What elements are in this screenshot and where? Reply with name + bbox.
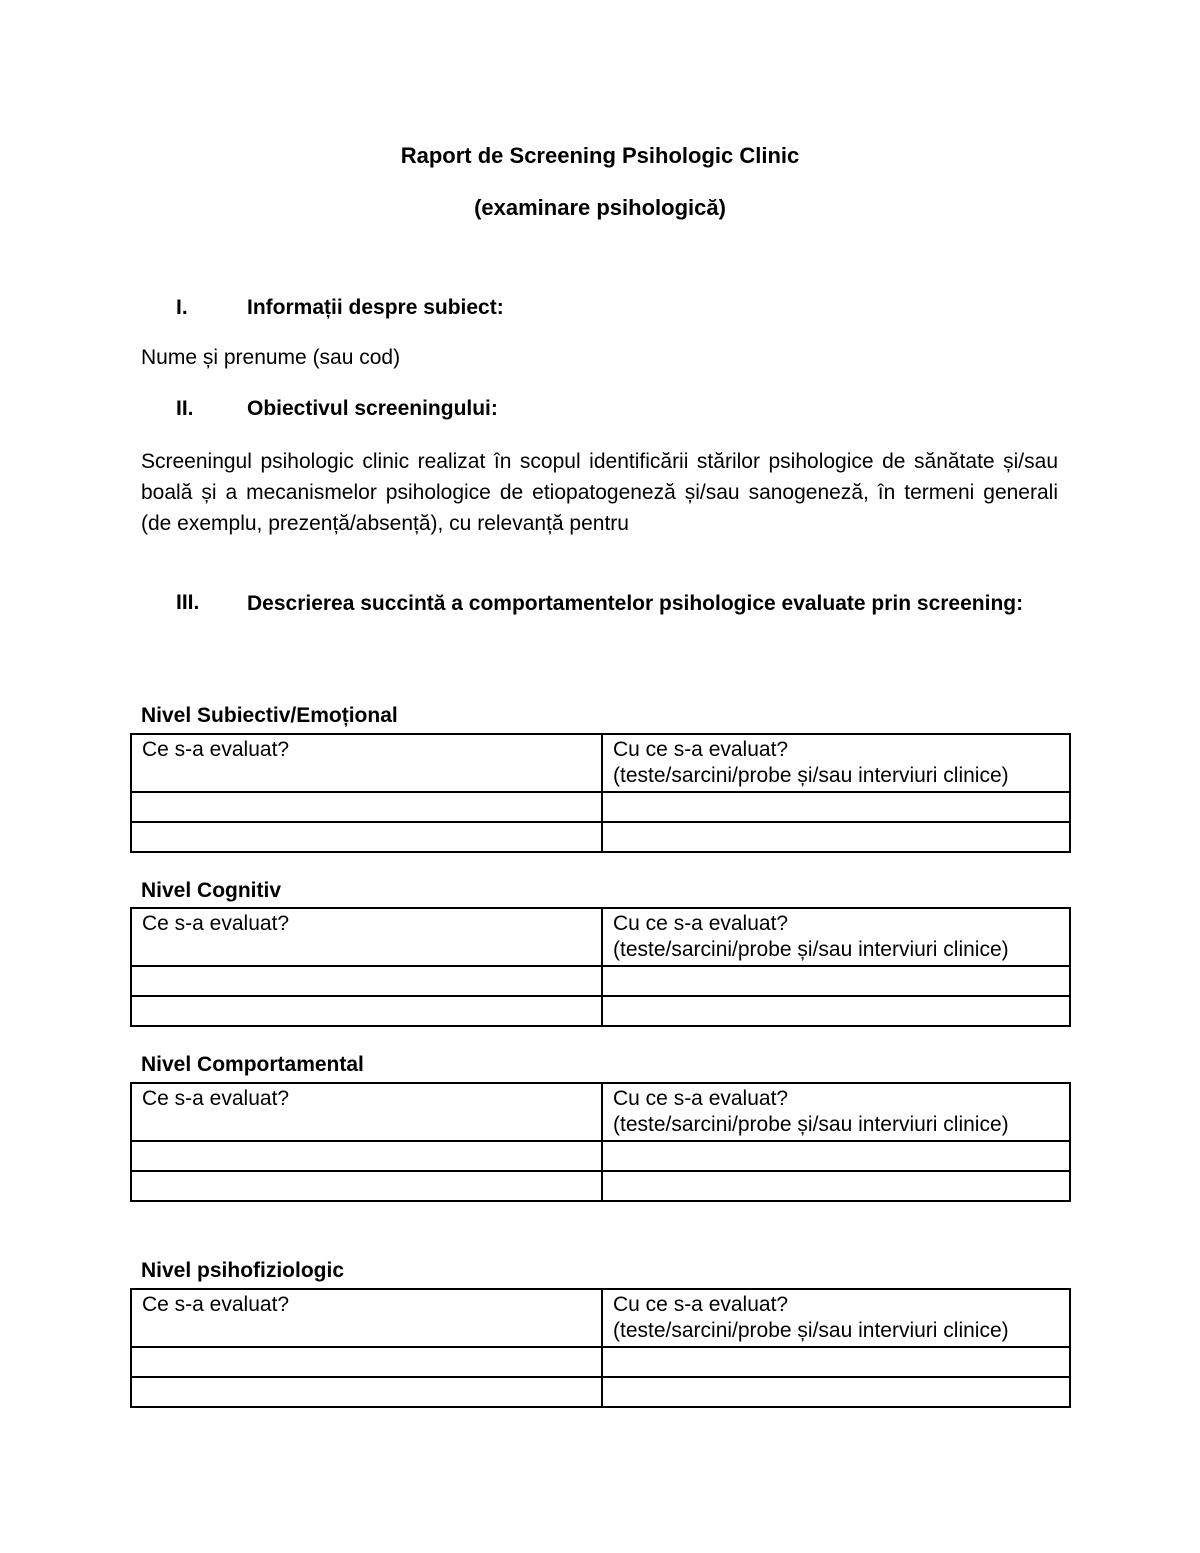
table-cell-empty[interactable] <box>602 1347 1070 1377</box>
table-cell-empty[interactable] <box>602 1141 1070 1171</box>
table-cell-empty[interactable] <box>602 792 1070 822</box>
level-title-psychophysiological: Nivel psihofiziologic <box>141 1259 345 1282</box>
subject-name-field: Nume și prenume (sau cod) <box>141 346 401 369</box>
table-cell-empty[interactable] <box>131 996 602 1026</box>
section-1-number: I. <box>176 296 188 319</box>
evaluation-table-cognitive <box>130 907 1071 1027</box>
table-header-what: Ce s-a evaluat? <box>131 908 602 966</box>
table-header-what: Ce s-a evaluat? <box>131 734 602 792</box>
table-cell-empty[interactable] <box>602 1377 1070 1407</box>
table-header-how: Cu ce s-a evaluat? (teste/sarcini/probe și/sau interviuri clinice) <box>602 734 1070 792</box>
table-cell-empty[interactable] <box>602 966 1070 996</box>
table-cell-empty[interactable] <box>602 822 1070 852</box>
table-cell-empty[interactable] <box>131 1377 602 1407</box>
table-cell-empty[interactable] <box>131 966 602 996</box>
table-cell-empty[interactable] <box>602 996 1070 1026</box>
level-title-behavioral: Nivel Comportamental <box>141 1053 364 1076</box>
table-cell-empty[interactable] <box>602 1171 1070 1201</box>
evaluation-table-subjective-emotional <box>130 733 1071 853</box>
table-cell-empty[interactable] <box>131 1347 602 1377</box>
document-title: Raport de Screening Psihologic Clinic <box>400 143 800 168</box>
table-cell-empty[interactable] <box>131 792 602 822</box>
table-header-how: Cu ce s-a evaluat? (teste/sarcini/probe și/sau interviuri clinice) <box>602 1289 1070 1347</box>
document-subtitle: (examinare psihologică) <box>474 195 726 220</box>
section-3-title: Descrierea succintă a comportamentelor psihologice evaluate prin screening: <box>247 592 1024 615</box>
table-header-what: Ce s-a evaluat? <box>131 1083 602 1141</box>
table-cell-empty[interactable] <box>131 1141 602 1171</box>
level-title-cognitive: Nivel Cognitiv <box>141 879 282 902</box>
section-3-number: III. <box>176 591 200 614</box>
objective-paragraph: Screeningul psihologic clinic realizat în scopul identificării stărilor psihologice de sănătate și/sau boală și a mecanismelor psihologice de etiopatogeneză și/sau sanogeneză, în termeni generali (de exemplu, prezență/absență), cu relevanță pentru <box>141 450 1058 535</box>
table-header-what: Ce s-a evaluat? <box>131 1289 602 1347</box>
table-header-how: Cu ce s-a evaluat? (teste/sarcini/probe și/sau interviuri clinice) <box>602 1083 1070 1141</box>
evaluation-table-behavioral <box>130 1082 1071 1202</box>
evaluation-table-psychophysiological <box>130 1288 1071 1408</box>
level-title-subjective-emotional: Nivel Subiectiv/Emoțional <box>141 704 398 727</box>
section-2-title: Obiectivul screeningului: <box>247 397 498 420</box>
table-cell-empty[interactable] <box>131 822 602 852</box>
section-1-title: Informații despre subiect: <box>247 296 504 319</box>
table-header-how: Cu ce s-a evaluat? (teste/sarcini/probe și/sau interviuri clinice) <box>602 908 1070 966</box>
table-cell-empty[interactable] <box>131 1171 602 1201</box>
section-2-number: II. <box>176 397 194 420</box>
